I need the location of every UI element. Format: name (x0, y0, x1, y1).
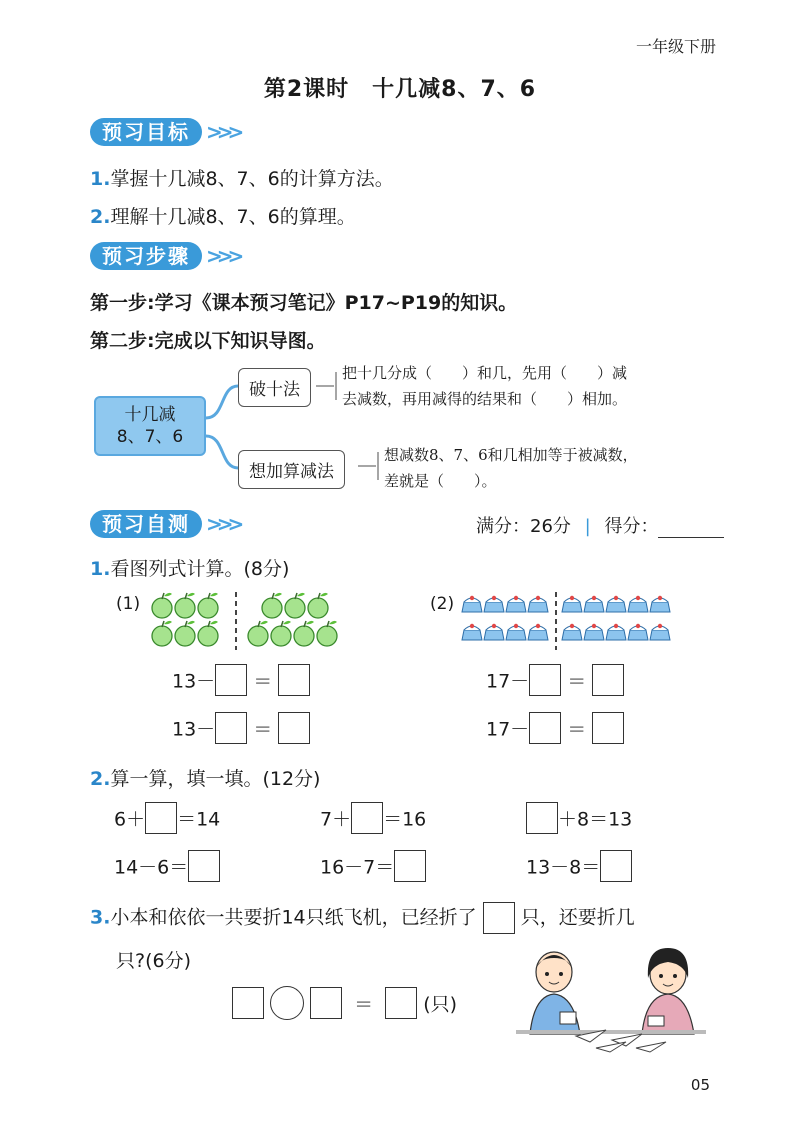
q1-part2-label: (2) (430, 594, 455, 614)
girl-icon (642, 948, 694, 1034)
divider: | (584, 516, 591, 537)
question-3: 3.小本和依依一共要折14只纸飞机，已经折了 只，还要折几 (90, 902, 635, 934)
mindmap-note-2: 想减数8、7、6和几相加等于被减数， 差就是（ ）。 (384, 446, 638, 490)
question-3-cont: 只?(6分) (116, 950, 191, 972)
test-label: 预习自测 (90, 510, 202, 538)
q3-equation: ＝ (只) (232, 986, 457, 1020)
answer-box[interactable] (145, 802, 177, 834)
answer-box[interactable] (592, 712, 624, 744)
chevrons-icon: >>> (206, 120, 239, 144)
answer-box[interactable] (483, 902, 515, 934)
q2-eq-b: 7＋ ＝16 (320, 802, 426, 834)
chevrons-icon: >>> (206, 512, 239, 536)
answer-box[interactable] (529, 712, 561, 744)
q1-eq-2a: 17－ ＝ (486, 664, 624, 696)
q1-part1-label: (1) (116, 594, 141, 614)
mindmap-main-node: 十几减 8、7、6 (94, 396, 206, 456)
q2-eq-e: 16－7＝ (320, 850, 426, 882)
q1-eq-2b: 17－ ＝ (486, 712, 624, 744)
answer-box[interactable] (215, 712, 247, 744)
steps-label: 预习步骤 (90, 242, 202, 270)
q2-eq-d: 14－6＝ (114, 850, 220, 882)
answer-box[interactable] (188, 850, 220, 882)
q2-eq-a: 6＋ ＝14 (114, 802, 220, 834)
answer-box[interactable] (394, 850, 426, 882)
answer-box[interactable] (529, 664, 561, 696)
operator-circle[interactable] (270, 986, 304, 1020)
goal-item: 1.掌握十几减8、7、6的计算方法。 (90, 168, 394, 190)
answer-box[interactable] (310, 987, 342, 1019)
answer-box[interactable] (278, 664, 310, 696)
answer-box[interactable] (592, 664, 624, 696)
answer-box[interactable] (215, 664, 247, 696)
full-score: 满分：26分 (476, 516, 571, 537)
page-number: 05 (690, 1076, 710, 1094)
answer-box[interactable] (232, 987, 264, 1019)
apple-icon (152, 593, 218, 618)
goal-item: 2.理解十几减8、7、6的算理。 (90, 206, 356, 228)
apples-illustration (140, 588, 360, 654)
answer-box[interactable] (278, 712, 310, 744)
children-folding-planes-illustration (516, 944, 706, 1054)
answer-box[interactable] (600, 850, 632, 882)
answer-box[interactable] (526, 802, 558, 834)
cake-icon (462, 596, 548, 612)
boy-icon (530, 952, 580, 1034)
answer-box[interactable] (351, 802, 383, 834)
step-one: 第一步:学习《课本预习笔记》P17~P19的知识。 (90, 292, 518, 314)
step-two: 第二步:完成以下知识导图。 (90, 330, 326, 352)
q1-eq-1a: 13－ ＝ (172, 664, 310, 696)
question-1: 1.看图列式计算。(8分) (90, 558, 290, 580)
chevrons-icon: >>> (206, 244, 239, 268)
score-label: 得分： (604, 516, 659, 537)
score-area (476, 512, 724, 538)
mindmap-branch-add-sub: 想加算减法 (238, 450, 345, 489)
q2-eq-c: ＋8＝13 (526, 802, 632, 834)
grade-label: 一年级下册 (635, 37, 716, 56)
q2-eq-f: 13－8＝ (526, 850, 632, 882)
question-2: 2.算一算，填一填。(12分) (90, 768, 321, 790)
answer-box[interactable] (385, 987, 417, 1019)
lesson-title: 第2课时 十几减8、7、6 (263, 77, 537, 102)
q1-eq-1b: 13－ ＝ (172, 712, 310, 744)
mindmap-note-1: 把十几分成（ ）和几，先用（ ）减 去减数，再用减得的结果和（ ）相加。 (342, 364, 628, 408)
goals-label: 预习目标 (90, 118, 202, 146)
mindmap-branch-break-ten: 破十法 (238, 368, 311, 407)
test-header (90, 508, 238, 537)
score-blank[interactable] (658, 519, 724, 538)
cakes-illustration (458, 588, 678, 654)
